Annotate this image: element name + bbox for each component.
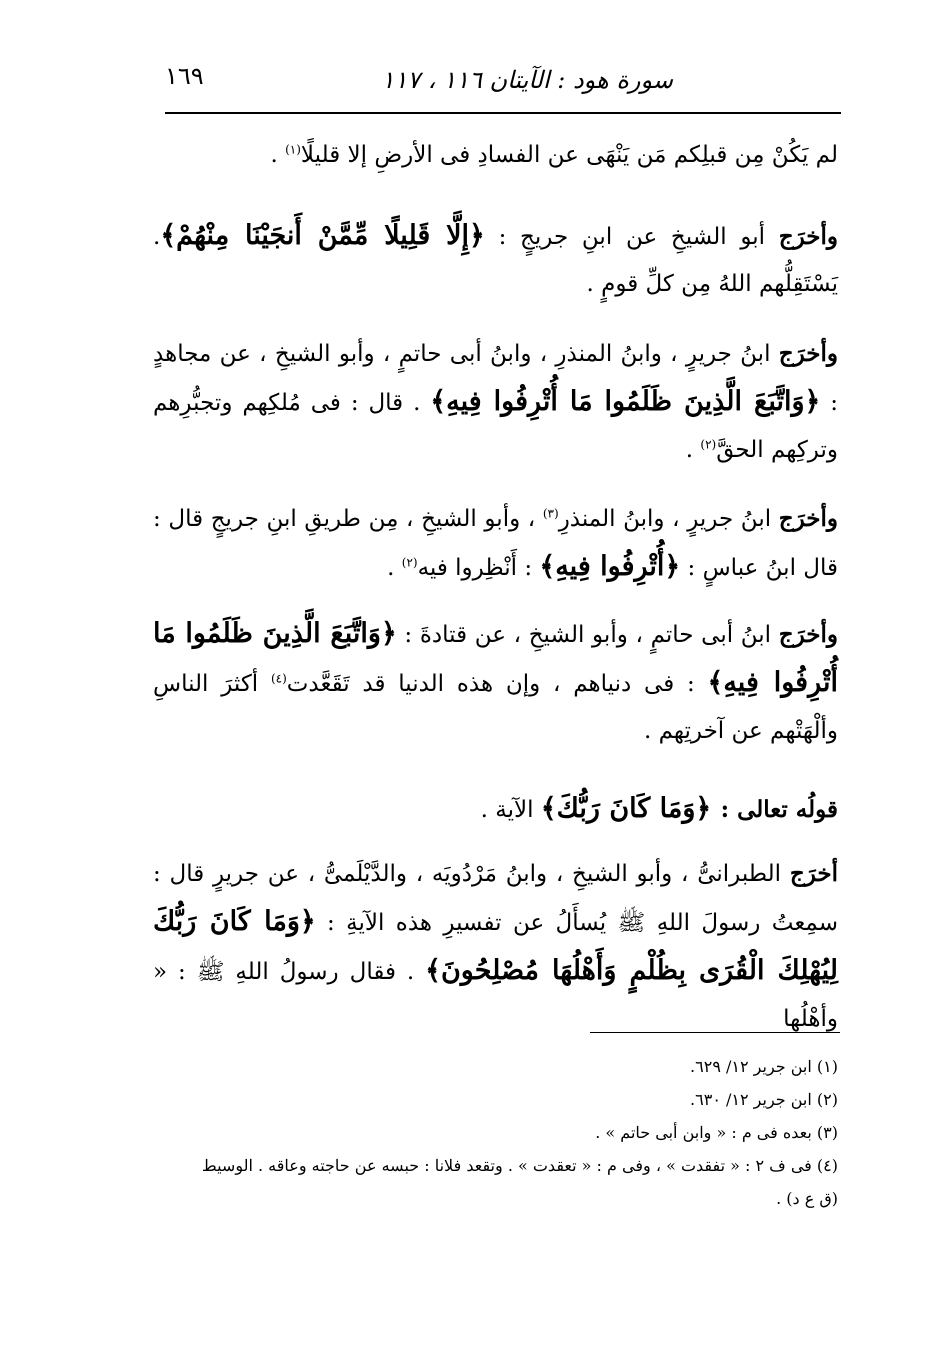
footnote-2: (٢) ابن جرير ١٢/ ٦٣٠. bbox=[690, 1090, 838, 1109]
paragraph-lead: وأخرَج bbox=[778, 340, 838, 367]
footnote-1: (١) ابن جرير ١٢/ ٦٢٩. bbox=[690, 1057, 838, 1076]
footnote-4-continued: (ق ع د) . bbox=[776, 1189, 838, 1208]
paragraph-text: ابنُ جريرٍ ، وابنُ المنذرِ bbox=[558, 506, 779, 532]
paragraph-lead: أخرَج bbox=[789, 860, 838, 887]
paragraph-4 bbox=[153, 495, 838, 592]
running-title: سورة هود : الآيتان ١١٦ ، ١١٧ bbox=[381, 66, 673, 94]
footnote-rule bbox=[590, 1032, 840, 1033]
page-number: ١٦٩ bbox=[165, 62, 204, 90]
paragraph-lead: وأخرَج bbox=[778, 505, 838, 532]
paragraph-5 bbox=[153, 610, 838, 755]
quran-quote: ﴿إِلَّا قَلِيلًا مِّمَّنْ أَنجَيْنَا مِنْهُمْ﴾ bbox=[160, 220, 485, 251]
footnotes bbox=[153, 1050, 838, 1215]
header-rule bbox=[165, 112, 841, 114]
quran-quote: ﴿وَمَا كَانَ رَبُّكَ لِيُهْلِكَ الْقُرَى بِظُلْمٍ وَأَهْلُهَا مُصْلِحُونَ﴾ bbox=[153, 906, 838, 986]
paragraph-text: الآية . bbox=[480, 797, 541, 823]
paragraph-text: : فى دنياهم ، وإن هذه الدنيا قد تَقَعَّدت bbox=[286, 671, 708, 697]
paragraph-lead: وأخرَج bbox=[778, 223, 839, 250]
paragraph-text: . bbox=[387, 555, 402, 581]
paragraph-lead: وأخرَج bbox=[778, 621, 838, 648]
paragraph-text: أكثرَ الناسِ وألْهَتْهم عن آخرتِهم . bbox=[153, 671, 838, 744]
paragraph-2 bbox=[153, 212, 838, 308]
footnote-ref: (٤) bbox=[270, 671, 287, 686]
paragraph-text: . يَسْتَقِلُّهم اللهُ مِن كلِّ قومٍ . bbox=[153, 224, 838, 297]
footnote-3: (٣) بعده فى م : « وابن أبى حاتم » . bbox=[595, 1123, 838, 1142]
paragraph-text: . فقال رسولُ اللهِ ﷺ : « وأهْلُها bbox=[153, 959, 838, 1032]
footnote-4: (٤) فى ف ٢ : « تفقدت » ، وفى م : « تعقدت » . وتقعد فلانا : حبسه عن حاجته وعاقه . الوسيط bbox=[201, 1156, 838, 1175]
paragraph-text: ابنُ جريرٍ ، وابنُ المنذرِ ، وابنُ أبى حاتمٍ ، وأبو الشيخِ ، عن مجاهدٍ : bbox=[153, 341, 839, 416]
paragraph-text: . قال : فى مُلكِهم وتجبُّرِهم وتركِهم الحقَّ bbox=[153, 390, 838, 463]
paragraph-text: أبو الشيخِ عن ابنِ جريجٍ : bbox=[484, 224, 779, 250]
quran-quote: ﴿وَاتَّبَعَ الَّذِينَ ظَلَمُوا مَا أُتْرِفُوا فِيهِ﴾ bbox=[430, 386, 821, 417]
footnote-ref: (١) bbox=[285, 142, 301, 157]
paragraph-7 bbox=[153, 850, 838, 1043]
paragraph-text: الطبرانىُّ ، وأبو الشيخِ ، وابنُ مَرْدُويَه ، والدَّيْلَمىُّ ، عن جريرٍ قال : سمِعتُ رسولَ اللهِ ﷺ يُسأَلُ عن تفسيرِ هذه الآيةِ : bbox=[153, 861, 838, 936]
footnote-ref: (٢) bbox=[401, 555, 418, 570]
quran-quote: ﴿وَمَا كَانَ رَبُّكَ﴾ bbox=[540, 793, 721, 824]
paragraph-6 bbox=[153, 785, 838, 834]
paragraph-text: ابنُ أبى حاتمٍ ، وأبو الشيخِ ، عن قتادةَ : bbox=[396, 622, 779, 648]
paragraph-text: . bbox=[270, 142, 286, 168]
paragraph-text: لم يَكُنْ مِن قبلِكم مَن يَنْهَى عن الفسادِ فى الأرضِ إلا قليلًا bbox=[300, 142, 838, 168]
paragraph-1 bbox=[153, 132, 838, 179]
footnote-ref: (٣) bbox=[542, 506, 559, 521]
paragraph-text: : أَنْظِروا فيه bbox=[417, 555, 540, 581]
quran-quote: ﴿وَاتَّبَعَ الَّذِينَ ظَلَمُوا مَا أُتْرِفُوا فِيهِ﴾ bbox=[153, 618, 838, 698]
quran-quote: ﴿أُتْرِفُوا فِيهِ﴾ bbox=[539, 551, 681, 582]
paragraph-text: ، وأبو الشيخِ ، مِن طريقِ ابنِ جريجٍ قال : قال ابنُ عباسٍ : bbox=[153, 506, 838, 581]
footnote-ref: (٢) bbox=[700, 437, 717, 452]
paragraph-text: . bbox=[685, 437, 701, 463]
paragraph-3 bbox=[153, 330, 838, 474]
paragraph-lead: قولُه تعالى : bbox=[720, 796, 838, 823]
